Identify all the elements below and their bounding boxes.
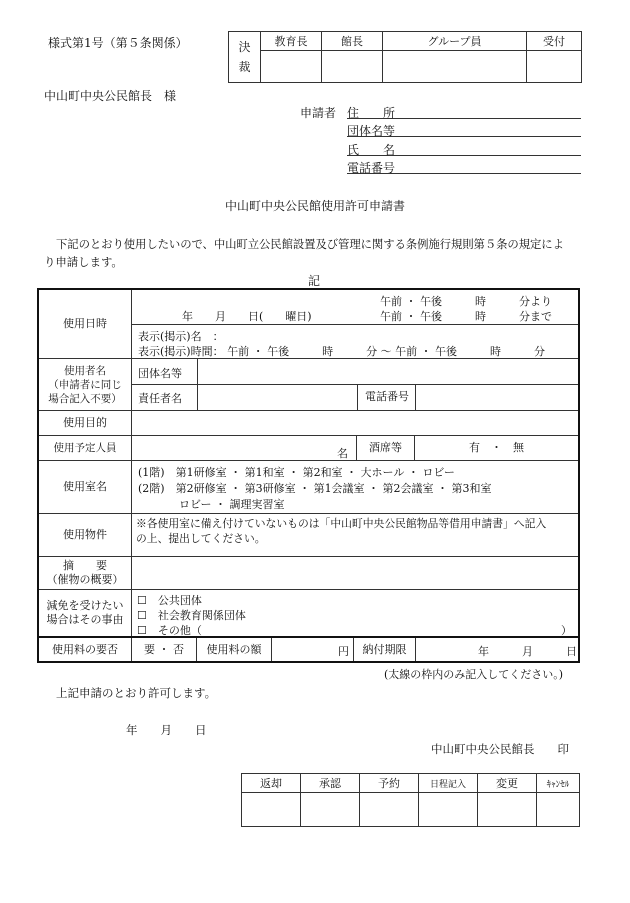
alcohol-label: 酒席等 (356, 436, 414, 460)
equipment-label: 使用物件 (63, 528, 107, 541)
applicant-label: 申請者 (300, 106, 337, 120)
rooms-1f[interactable]: (1階) 第1研修室 ・ 第1和室 ・ 第2和室 ・ 大ホール ・ ロビー (138, 466, 455, 479)
row-user (39, 359, 578, 411)
permission-text: 上記申請のとおり許可します。 (56, 686, 217, 700)
checkbox-icon[interactable]: ☐ (137, 624, 147, 637)
intro-line-2: り申請します。 (44, 255, 123, 269)
phone-label: 電話番号 (357, 384, 416, 410)
approval-header-uketsuke: 受付 (527, 32, 582, 51)
alcohol-options[interactable]: 有 ・ 無 (414, 436, 578, 460)
note-bold-frame: (太線の枠内のみ記入してください。) (384, 668, 564, 681)
user-label-line2: （申請者に同じ (48, 378, 122, 391)
user-label-line3: 場合記入不要） (48, 392, 122, 405)
fee-amount-label: 使用料の額 (196, 638, 271, 661)
purpose-input[interactable] (131, 411, 578, 435)
processing-header-schedule: 日程記入 (419, 774, 478, 793)
phone-input[interactable] (415, 384, 578, 410)
approval-stamp-group (383, 51, 527, 83)
due-ymd: 年 月 日 (478, 645, 577, 658)
processing-header-change: 変更 (478, 774, 537, 793)
processing-header-cancel: ｷｬﾝｾﾙ (537, 774, 580, 793)
people-input[interactable] (131, 436, 356, 460)
approval-box (228, 31, 582, 83)
equipment-note-2: の上、提出してください。 (136, 532, 266, 545)
equipment-content[interactable] (131, 514, 578, 556)
group-label: 団体名等 (138, 367, 182, 380)
checkbox-icon[interactable]: ☐ (137, 594, 147, 607)
applicant-phone-field[interactable] (347, 159, 581, 174)
group-input[interactable] (197, 359, 578, 384)
reduction-option-other[interactable] (137, 622, 202, 638)
approval-stamp-kyoikucho (261, 51, 322, 83)
reduction-option-social-label: 社会教育関係団体 (157, 609, 246, 622)
date-content (131, 290, 578, 358)
page-title: 中山町中央公民館使用許可申請書 (224, 199, 405, 213)
time-to[interactable]: 午前 ・ 午後 時 分まで (380, 310, 552, 323)
processing-cell-approval (301, 793, 360, 827)
row-equipment (39, 514, 578, 557)
user-label-line1: 使用者名 (64, 364, 106, 377)
reduction-option-social[interactable] (137, 607, 246, 623)
row-people (39, 436, 578, 461)
date-label: 使用日時 (63, 317, 107, 330)
people-label: 使用予定人員 (53, 442, 117, 454)
reduction-option-public[interactable] (137, 592, 202, 608)
user-label (39, 359, 131, 410)
applicant-phone-label: 電話番号 (347, 161, 396, 175)
approval-stamp-kancho (322, 51, 383, 83)
summary-label (39, 557, 131, 589)
reduction-label (39, 590, 131, 636)
row-purpose (39, 411, 578, 436)
applicant-name-label: 氏 名 (347, 143, 396, 157)
form-number: 様式第1号（第５条関係） (48, 36, 188, 50)
processing-cell-schedule (419, 793, 478, 827)
user-content (131, 359, 578, 410)
reduction-content (131, 590, 578, 636)
date-divider (132, 324, 578, 325)
applicant-group-label: 団体名等 (347, 124, 396, 138)
reduction-option-other-label: その他（ (157, 624, 202, 637)
time-from[interactable]: 午前 ・ 午後 時 分より (380, 295, 552, 308)
rooms-label: 使用室名 (63, 480, 107, 493)
processing-header-approval: 承認 (301, 774, 360, 793)
display-time[interactable]: 表示(掲示)時間： 午前 ・ 午後 時 分 ～ 午前 ・ 午後 時 分 (138, 345, 546, 358)
approval-header-group: グループ員 (383, 32, 527, 51)
responsible-input[interactable] (197, 384, 358, 410)
issuer: 中山町中央公民館長 印 (431, 742, 569, 756)
purpose-label: 使用目的 (63, 416, 107, 429)
processing-cell-reservation (360, 793, 419, 827)
row-rooms (39, 461, 578, 514)
row-fee (39, 638, 578, 661)
applicant-address-field[interactable] (347, 104, 581, 119)
summary-label-line2: （催物の概要） (46, 573, 124, 586)
permission-date: 年 月 日 (126, 723, 207, 737)
rooms-2f-cont[interactable]: ロビー ・ 調理実習室 (179, 498, 285, 511)
reduction-label-line2: 場合はその事由 (46, 613, 124, 626)
date-ymd[interactable]: 年 月 日( 曜日) (182, 310, 312, 323)
approval-label: 決 裁 (229, 32, 261, 83)
display-name[interactable]: 表示(掲示)名 ： (138, 330, 224, 343)
ki-heading: 記 (308, 274, 321, 288)
checkbox-icon[interactable]: ☐ (137, 609, 147, 622)
applicant-group-field[interactable] (347, 122, 581, 137)
rooms-2f[interactable]: (2階) 第2研修室 ・ 第3研修室 ・ 第1会議室 ・ 第2会議室 ・ 第3和室 (138, 482, 492, 495)
reduction-close-paren: ） (561, 624, 572, 637)
equipment-note-1: ※各使用室に備え付けていないものは「中山町中央公民館物品等借用申請書」へ記入 (136, 517, 547, 530)
processing-header-return: 返却 (242, 774, 301, 793)
responsible-row (132, 384, 578, 410)
processing-box (241, 773, 580, 827)
row-date (39, 290, 578, 359)
reduction-label-line1: 減免を受けたい (46, 599, 124, 612)
group-row (132, 359, 578, 385)
fee-amount-input[interactable] (271, 638, 353, 661)
row-reduction (39, 590, 578, 638)
fee-need-options[interactable]: 要 ・ 否 (131, 638, 196, 661)
yen-unit: 円 (338, 645, 349, 658)
intro-line-1: 下記のとおり使用したいので、中山町立公民館設置及び管理に関する条例施行規則第５条の規定によ (56, 237, 564, 251)
addressee: 中山町中央公民館長 様 (44, 89, 177, 103)
approval-stamp-uketsuke (527, 51, 582, 83)
processing-cell-cancel (537, 793, 580, 827)
processing-cell-return (242, 793, 301, 827)
row-summary (39, 557, 578, 590)
processing-cell-change (478, 793, 537, 827)
people-unit: 名 (337, 447, 348, 460)
applicant-address-label: 住 所 (347, 106, 396, 120)
processing-header-reservation: 予約 (360, 774, 419, 793)
applicant-name-field[interactable] (347, 141, 581, 156)
rooms-content (131, 461, 578, 513)
due-input[interactable] (415, 638, 578, 661)
summary-input[interactable] (131, 557, 578, 589)
fee-need-label: 使用料の要否 (52, 642, 118, 656)
approval-header-kancho: 館長 (322, 32, 383, 51)
summary-label-line1: 摘 要 (63, 559, 107, 572)
due-label: 納付期限 (353, 638, 415, 661)
approval-header-kyoikucho: 教育長 (261, 32, 322, 51)
reduction-option-public-label: 公共団体 (157, 594, 202, 607)
application-table (37, 288, 580, 663)
responsible-label: 責任者名 (138, 392, 182, 405)
